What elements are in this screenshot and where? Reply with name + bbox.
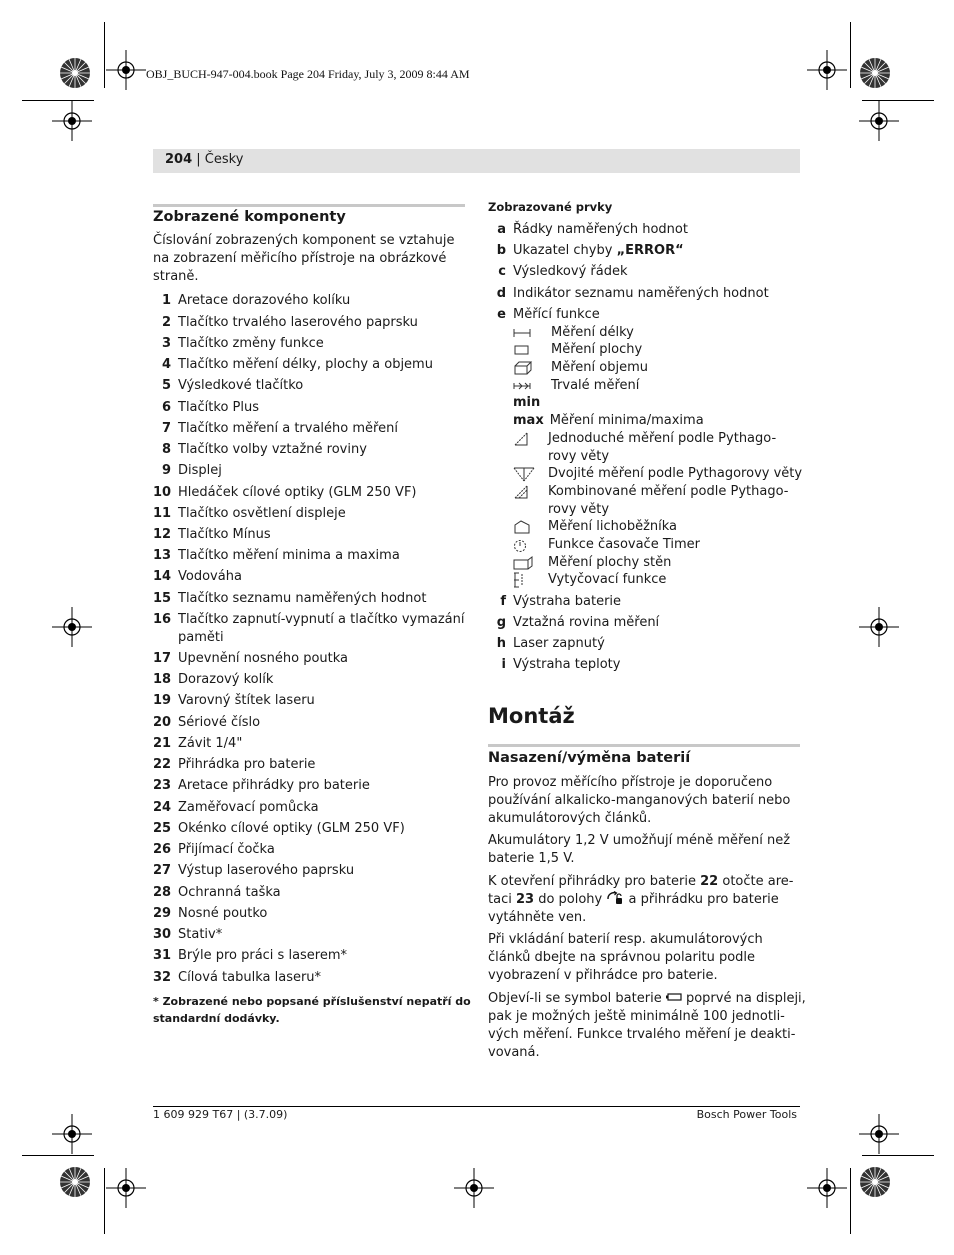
unlock-position-icon	[606, 891, 624, 905]
running-header-bar	[153, 149, 800, 173]
item-letter: a	[497, 222, 506, 237]
item-text: Přijímací čočka	[178, 842, 275, 857]
item-text: Výsledkový řádek	[513, 264, 628, 279]
item-number: 8	[161, 442, 171, 457]
item-text: Indikátor seznamu naměřených hodnot	[513, 286, 769, 301]
section-heading: Nasazení/výměna baterií	[488, 750, 691, 766]
item-number: 4	[161, 357, 171, 372]
function-text: Měření lichoběžníka	[548, 519, 678, 534]
item-letter: d	[496, 286, 506, 301]
header-separator: |	[192, 152, 205, 167]
item-text: Brýle pro práci s laserem*	[178, 948, 348, 963]
function-text: Vytyčovací funkce	[548, 572, 667, 587]
battery-icon	[666, 992, 682, 1002]
text-line: vyobrazení v přihrádce pro baterie.	[488, 968, 718, 983]
function-text: Kombinované měření podle Pythago-	[548, 484, 789, 499]
item-number: 7	[161, 421, 171, 436]
item-number: 18	[153, 672, 172, 687]
max-label: max	[513, 413, 544, 428]
item-text: Závit 1/4"	[178, 736, 243, 751]
item-text: Hledáček cílové optiky (GLM 250 VF)	[178, 485, 417, 500]
function-text: Funkce časovače Timer	[548, 537, 700, 552]
function-text: Měření objemu	[551, 360, 648, 375]
item-text: Tlačítko seznamu naměřených hodnot	[178, 591, 427, 606]
text-line: vých měření. Funkce trvalého měření je deakti-	[488, 1027, 796, 1042]
registration-mark-icon	[859, 101, 899, 141]
footer-rule	[153, 1106, 800, 1107]
running-header	[165, 152, 243, 167]
item-number: 10	[153, 485, 172, 500]
footnote	[153, 993, 471, 1027]
crop-mark	[862, 1155, 934, 1156]
wall-area-icon	[513, 555, 533, 571]
item-text: Nosné poutko	[178, 906, 268, 921]
item-number: 12	[153, 527, 172, 542]
item-text: Tlačítko měření minima a maxima	[178, 548, 400, 563]
item-text: Upevnění nosného poutka	[178, 651, 349, 666]
text-part: Objeví-li se symbol baterie	[488, 991, 666, 1006]
registration-mark-icon	[106, 1168, 146, 1208]
crop-mark	[22, 1155, 94, 1156]
registration-mark-icon	[859, 607, 899, 647]
function-text: Měření délky	[551, 325, 634, 340]
item-number: 2	[161, 315, 171, 330]
item-text: Zaměřovací pomůcka	[178, 800, 319, 815]
item-number: 30	[153, 927, 172, 942]
registration-mark-icon	[52, 101, 92, 141]
item-text: Cílová tabulka laseru*	[178, 970, 322, 985]
item-text	[513, 243, 684, 258]
text-part: K otevření přihrádky pro baterie	[488, 874, 701, 889]
volume-measure-icon	[513, 360, 533, 376]
text-line: vytáhněte ven.	[488, 910, 587, 925]
item-text: Tlačítko měření a trvalého měření	[178, 421, 398, 436]
item-text: Vztažná rovina měření	[513, 615, 660, 630]
ref-number: 23	[515, 892, 535, 907]
item-number: 13	[153, 548, 172, 563]
display-elements-heading: Zobrazované prvky	[488, 200, 613, 214]
paragraph	[488, 832, 790, 868]
item-text: Výsledkové tlačítko	[178, 378, 304, 393]
function-text: Měření minima/maxima	[549, 413, 704, 428]
text-line: straně.	[153, 269, 199, 284]
item-text: Tlačítko volby vztažné roviny	[178, 442, 367, 457]
item-text: Stativ*	[178, 927, 223, 942]
item-number: 29	[153, 906, 172, 921]
minmax-item	[513, 413, 704, 428]
item-letter: h	[496, 636, 506, 651]
function-text: Měření plochy	[551, 342, 643, 357]
section-heading: Zobrazené komponenty	[153, 209, 346, 225]
pythagoras-single-icon	[513, 431, 529, 447]
item-number: 19	[153, 693, 172, 708]
item-text: Tlačítko trvalého laserového paprsku	[178, 315, 418, 330]
item-text: Ochranná taška	[178, 885, 281, 900]
item-number: 23	[153, 778, 172, 793]
text-line	[488, 990, 806, 1008]
item-number: 14	[153, 569, 172, 584]
error-label: „ERROR“	[616, 243, 684, 258]
print-slug: OBJ_BUCH-947-004.book Page 204 Friday, July 3, 2009 8:44 AM	[146, 67, 470, 81]
item-letter: i	[501, 657, 506, 672]
star-target-icon	[859, 1166, 891, 1198]
item-text: Vodováha	[178, 569, 242, 584]
item-text: Laser zapnutý	[513, 636, 605, 651]
footer-doc-number: 1 609 929 T67 | (3.7.09)	[153, 1108, 288, 1121]
item-text-continuation: paměti	[178, 630, 224, 645]
min-label: min	[513, 395, 541, 410]
header-language: Česky	[204, 152, 244, 167]
text-line: baterie 1,5 V.	[488, 851, 575, 866]
item-number: 15	[153, 591, 172, 606]
function-text: Trvalé měření	[551, 378, 640, 393]
item-text: Varovný štítek laseru	[178, 693, 315, 708]
item-text: Tlačítko změny funkce	[178, 336, 324, 351]
text-line: článků dbejte na správnou polaritu podle	[488, 950, 756, 965]
item-text: Aretace přihrádky pro baterie	[178, 778, 370, 793]
item-text: Měřící funkce	[513, 307, 600, 322]
item-number: 27	[153, 863, 172, 878]
text-line: Při vkládání baterií resp. akumulátorových	[488, 932, 763, 947]
continuous-measure-icon	[513, 378, 531, 394]
text-line: akumulátorových článků.	[488, 811, 652, 826]
star-target-icon	[59, 57, 91, 89]
item-text: Okénko cílové optiky (GLM 250 VF)	[178, 821, 405, 836]
chapter-title: Montáž	[488, 704, 575, 728]
item-number: 28	[153, 885, 172, 900]
registration-mark-icon	[52, 1114, 92, 1154]
item-letter: f	[500, 594, 506, 609]
ref-number: 22	[700, 874, 719, 889]
item-number: 32	[153, 970, 172, 985]
timer-icon	[513, 537, 529, 553]
length-measure-icon	[513, 325, 531, 341]
crop-mark	[850, 1168, 851, 1234]
item-text: Tlačítko měření délky, plochy a objemu	[178, 357, 433, 372]
text-line: Číslování zobrazených komponent se vztahuje	[153, 233, 455, 248]
star-target-icon	[859, 57, 891, 89]
item-number: 31	[153, 948, 172, 963]
text-line: standardní dodávky.	[153, 1012, 280, 1025]
footer-brand: Bosch Power Tools	[696, 1108, 797, 1121]
crop-mark	[104, 22, 105, 88]
function-text-continuation: rovy věty	[548, 502, 610, 517]
paragraph	[488, 873, 793, 927]
function-text: Měření plochy stěn	[548, 555, 672, 570]
item-text: Aretace dorazového kolíku	[178, 293, 351, 308]
text-line: na zobrazení měřicího přístroje na obrázkové	[153, 251, 447, 266]
text-part: taci	[488, 892, 516, 907]
item-letter: c	[498, 264, 506, 279]
text-line: Pro provoz měřícího přístroje je doporučeno	[488, 775, 773, 790]
text-part: poprvé na displeji,	[681, 991, 806, 1006]
item-text: Sériové číslo	[178, 715, 261, 730]
item-number: 11	[153, 506, 172, 521]
pythagoras-double-icon	[513, 466, 535, 482]
item-number: 9	[161, 463, 171, 478]
item-text: Výstraha baterie	[513, 594, 622, 609]
text-line: * Zobrazené nebo popsané příslušenství nepatří do	[153, 995, 471, 1008]
trapezoid-measure-icon	[513, 519, 531, 535]
registration-mark-icon	[859, 1114, 899, 1154]
item-number: 3	[161, 336, 171, 351]
text-line: vovaná.	[488, 1045, 540, 1060]
item-text: Přihrádka pro baterie	[178, 757, 316, 772]
item-number: 5	[161, 378, 171, 393]
paragraph	[488, 990, 806, 1062]
item-number: 6	[161, 400, 171, 415]
registration-mark-icon	[52, 607, 92, 647]
item-text: Výstraha teploty	[513, 657, 621, 672]
area-measure-icon	[513, 342, 531, 358]
registration-mark-icon	[807, 1168, 847, 1208]
page-number: 204	[165, 152, 193, 167]
text-line: Akumulátory 1,2 V umožňují méně měření než	[488, 833, 791, 848]
item-letter: e	[497, 307, 506, 322]
crop-mark	[104, 1168, 105, 1234]
paragraph	[488, 774, 790, 828]
item-letter: b	[496, 243, 506, 258]
text-line	[488, 891, 793, 909]
item-text: Tlačítko Mínus	[178, 527, 271, 542]
item-number: 1	[161, 293, 171, 308]
registration-mark-icon	[454, 1168, 494, 1208]
intro-paragraph	[153, 232, 454, 286]
text-line: pak je možných ještě minimálně 100 jednotli-	[488, 1009, 785, 1024]
item-number: 25	[153, 821, 172, 836]
registration-mark-icon	[106, 50, 146, 90]
item-text: Displej	[178, 463, 222, 478]
stake-out-icon	[513, 572, 527, 588]
item-text: Řádky naměřených hodnot	[513, 222, 688, 237]
text-part: do polohy	[534, 892, 607, 907]
text-line	[488, 873, 793, 891]
item-letter: g	[496, 615, 506, 630]
pythagoras-combined-icon	[513, 484, 529, 500]
section-rule	[488, 744, 800, 747]
function-text-continuation: rovy věty	[548, 449, 610, 464]
text-part: otočte are-	[718, 874, 794, 889]
function-text: Jednoduché měření podle Pythago-	[548, 431, 777, 446]
item-text: Dorazový kolík	[178, 672, 274, 687]
item-number: 17	[153, 651, 172, 666]
item-number: 26	[153, 842, 172, 857]
item-text: Výstup laserového paprsku	[178, 863, 355, 878]
star-target-icon	[59, 1166, 91, 1198]
crop-mark	[850, 22, 851, 88]
registration-mark-icon	[807, 50, 847, 90]
item-number: 21	[153, 736, 172, 751]
item-number: 22	[153, 757, 172, 772]
item-number: 16	[153, 612, 172, 627]
text-line: používání alkalicko-manganových baterií nebo	[488, 793, 791, 808]
item-text: Tlačítko zapnutí-vypnutí a tlačítko vymazání	[178, 612, 465, 627]
item-number: 20	[153, 715, 172, 730]
text-part: a přihrádku pro baterie	[624, 892, 779, 907]
item-text: Tlačítko Plus	[178, 400, 259, 415]
item-text: Tlačítko osvětlení displeje	[178, 506, 346, 521]
item-number: 24	[153, 800, 172, 815]
section-rule	[153, 204, 465, 207]
function-text: Dvojité měření podle Pythagorovy věty	[548, 466, 803, 481]
item-text-part: Ukazatel chyby	[513, 243, 617, 258]
paragraph	[488, 931, 763, 985]
